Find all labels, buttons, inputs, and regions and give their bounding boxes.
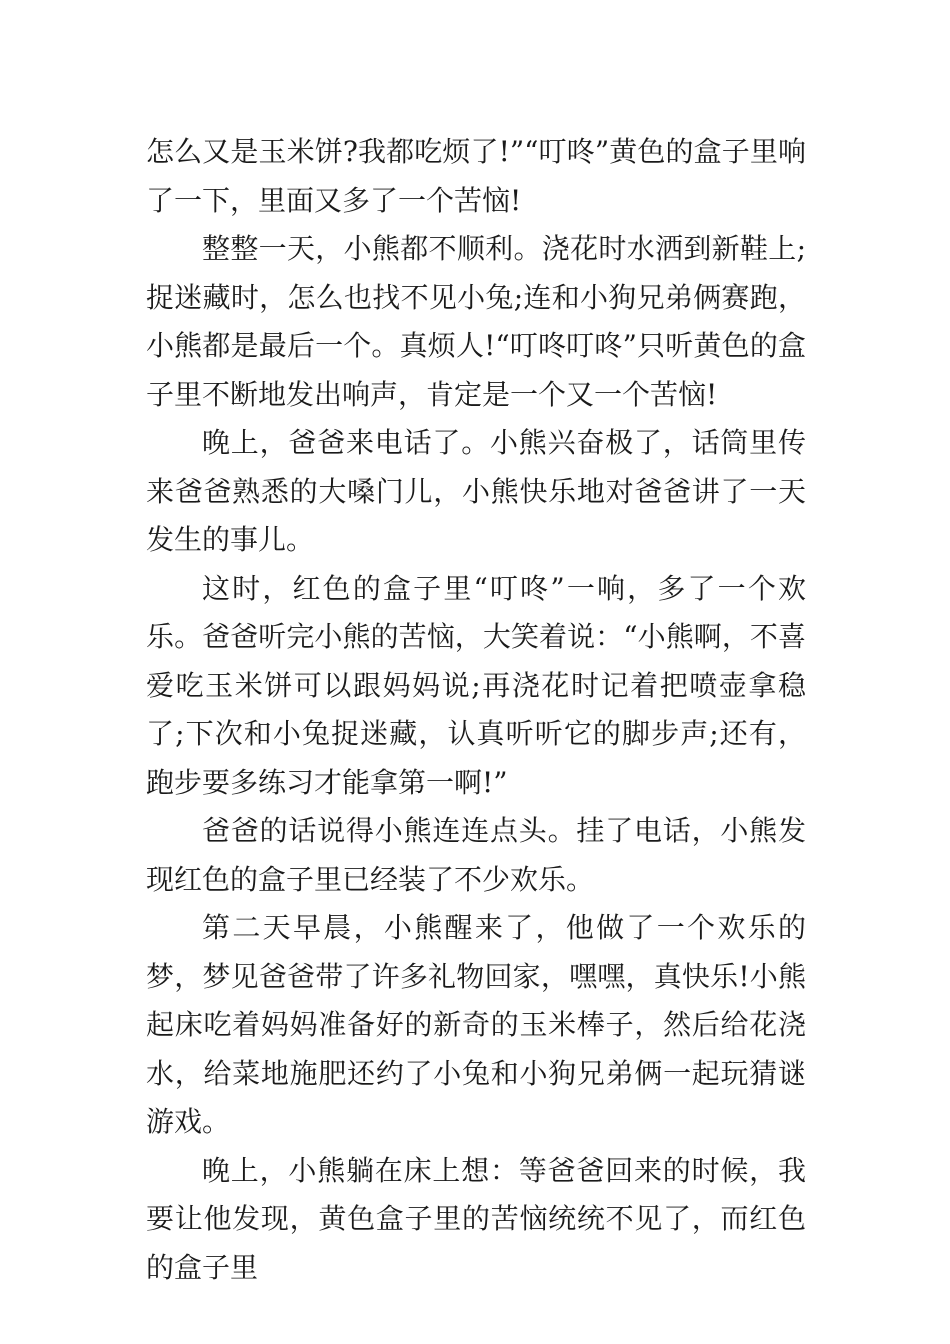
story-text (146, 128, 806, 1292)
paragraph-5: 爸爸的话说得小熊连连点头。挂了电话，小熊发现红色的盒子里已经装了不少欢乐。 (146, 814, 806, 896)
paragraph-1: 怎么又是玉米饼?我都吃烦了!”“叮咚”黄色的盒子里响了一下，里面又多了一个苦恼! (146, 135, 806, 217)
paragraph-7: 晚上，小熊躺在床上想：等爸爸回来的时候，我要让他发现，黄色盒子里的苦恼统统不见了，而红色的盒子里 (146, 1153, 806, 1284)
paragraph-2: 整整一天，小熊都不顺利。浇花时水洒到新鞋上;捉迷藏时，怎么也找不见小兔;连和小狗兄弟俩赛跑，小熊都是最后一个。真烦人!“叮咚叮咚”只听黄色的盒子里不断地发出响声，肯定是一个又一个苦恼! (146, 232, 806, 411)
paragraph-4: 这时，红色的盒子里“叮咚”一响，多了一个欢乐。爸爸听完小熊的苦恼，大笑着说：“小熊啊，不喜爱吃玉米饼可以跟妈妈说;再浇花时记着把喷壶拿稳了;下次和小兔捉迷藏，认真听听它的脚步声;还有，跑步要多练习才能拿第一啊!” (146, 571, 806, 799)
paragraph-6: 第二天早晨，小熊醒来了，他做了一个欢乐的梦，梦见爸爸带了许多礼物回家，嘿嘿，真快乐!小熊起床吃着妈妈准备好的新奇的玉米棒子，然后给花浇水，给菜地施肥还约了小兔和小狗兄弟俩一起玩猜谜游戏。 (146, 911, 806, 1138)
paragraph-3: 晚上，爸爸来电话了。小熊兴奋极了，话筒里传来爸爸熟悉的大嗓门儿，小熊快乐地对爸爸讲了一天发生的事儿。 (146, 426, 806, 556)
